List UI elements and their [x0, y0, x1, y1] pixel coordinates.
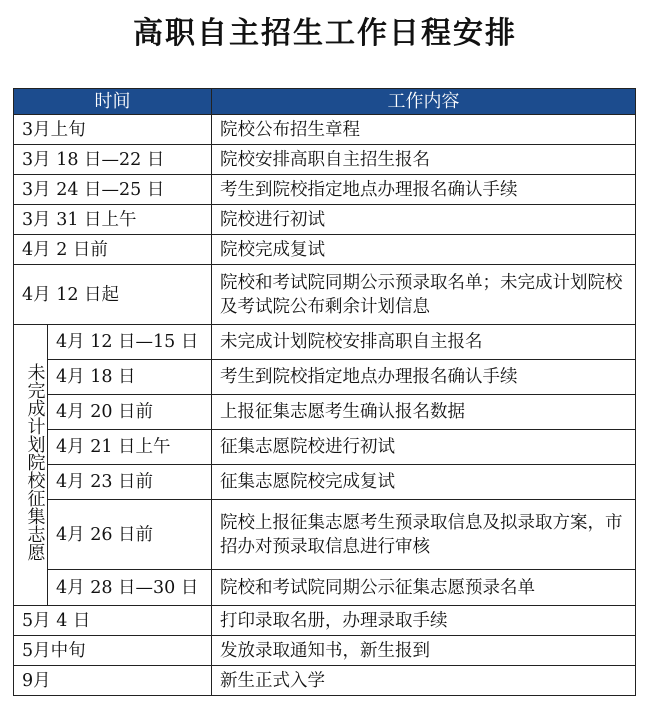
- content-cell: 征集志愿院校进行初试: [212, 430, 636, 465]
- time-cell: 4月 12 日—15 日: [48, 325, 212, 360]
- table-row: [14, 175, 636, 205]
- time-cell: 3月上旬: [14, 115, 212, 145]
- time-cell: 4月 28 日—30 日: [48, 570, 212, 606]
- column-header-time: 时间: [14, 89, 212, 115]
- content-cell: 院校进行初试: [212, 205, 636, 235]
- time-cell: 4月 2 日前: [14, 235, 212, 265]
- content-cell: 院校和考试院同期公示征集志愿预录名单: [212, 570, 636, 606]
- time-cell: 3月 24 日—25 日: [14, 175, 212, 205]
- table-row: [14, 115, 636, 145]
- content-cell: 院校安排高职自主招生报名: [212, 145, 636, 175]
- time-cell: 4月 21 日上午: [48, 430, 212, 465]
- content-cell: 上报征集志愿考生确认报名数据: [212, 395, 636, 430]
- time-cell: 5月 4 日: [14, 606, 212, 636]
- table-row: [14, 500, 636, 570]
- content-cell: 院校完成复试: [212, 235, 636, 265]
- content-cell: 新生正式入学: [212, 666, 636, 696]
- content-cell: 考生到院校指定地点办理报名确认手续: [212, 175, 636, 205]
- table-row: [14, 636, 636, 666]
- content-cell: 发放录取通知书，新生报到: [212, 636, 636, 666]
- content-cell: 征集志愿院校完成复试: [212, 465, 636, 500]
- content-cell: 院校公布招生章程: [212, 115, 636, 145]
- group-label: 未完成计划院校征集志愿: [24, 362, 46, 561]
- content-cell: 院校和考试院同期公示预录取名单；未完成计划院校及考试院公布剩余计划信息: [212, 265, 636, 325]
- table-row: [14, 205, 636, 235]
- time-cell: 4月 20 日前: [48, 395, 212, 430]
- table-row: [14, 465, 636, 500]
- time-cell: 4月 26 日前: [48, 500, 212, 570]
- schedule-table: [13, 88, 636, 696]
- table-row: [14, 235, 636, 265]
- table-row: [14, 606, 636, 636]
- content-cell: 考生到院校指定地点办理报名确认手续: [212, 360, 636, 395]
- time-cell: 4月 18 日: [48, 360, 212, 395]
- table-row: [14, 325, 636, 360]
- time-cell: 3月 31 日上午: [14, 205, 212, 235]
- time-cell: 3月 18 日—22 日: [14, 145, 212, 175]
- time-cell: 4月 12 日起: [14, 265, 212, 325]
- table-header-row: [14, 89, 636, 115]
- table-row: [14, 265, 636, 325]
- time-cell: 9月: [14, 666, 212, 696]
- table-row: [14, 570, 636, 606]
- table-row: [14, 395, 636, 430]
- group-label-cell: [14, 325, 48, 606]
- table-row: [14, 360, 636, 395]
- table-row: [14, 666, 636, 696]
- time-cell: 5月中旬: [14, 636, 212, 666]
- time-cell: 4月 23 日前: [48, 465, 212, 500]
- table-row: [14, 145, 636, 175]
- table-row: [14, 430, 636, 465]
- content-cell: 未完成计划院校安排高职自主报名: [212, 325, 636, 360]
- content-cell: 院校上报征集志愿考生预录取信息及拟录取方案，市招办对预录取信息进行审核: [212, 500, 636, 570]
- content-cell: 打印录取名册，办理录取手续: [212, 606, 636, 636]
- page-title: 高职自主招生工作日程安排: [133, 16, 517, 51]
- column-header-content: 工作内容: [212, 89, 636, 115]
